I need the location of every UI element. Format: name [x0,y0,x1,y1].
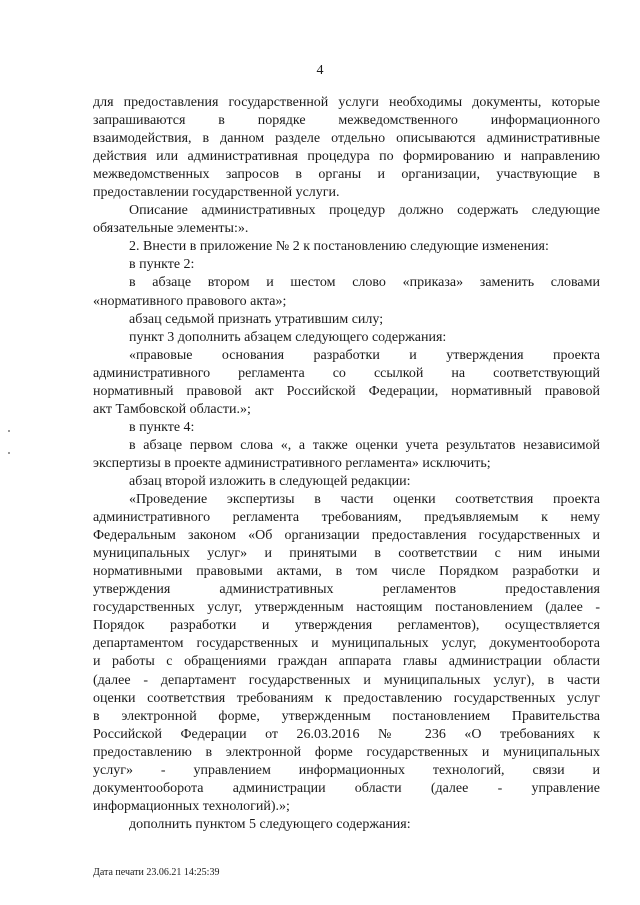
text-line: документооборота администрации области (далее - управление [93,780,600,796]
text-line: предоставлении государственной услуги. [93,185,340,201]
text-line: Российской Федерации от 26.03.2016 № 236 «О требованиях к [93,726,600,742]
page-number: 4 [316,63,324,78]
text-line: «нормативного правового акта»; [93,293,287,309]
text-line: 2. Внести в приложение № 2 к постановлению следующие изменения: [129,239,549,255]
text-line: государственных услуг, утвержденным настоящим постановлением (далее - [93,600,600,616]
text-line: межведомственных запросов в органы и организации, участвующие в [93,167,600,183]
text-line: административного регламента требованиям, предъявляемым к нему [93,510,600,526]
text-line: Порядок разработки и утверждения регламентов), осуществляется [93,618,600,634]
text-line: Описание административных процедур должно содержать следующие [129,203,600,219]
text-line: взаимодействия, в данном разделе отдельно описываются административные [93,131,600,147]
document-body [93,94,600,834]
text-line: в абзаце первом слова «, а также оценки учета результатов независимой [129,437,600,453]
text-line: административного регламента со ссылкой на соответствующий [93,365,600,381]
text-line: и работы с обращениями граждан аппарата главы администрации области [93,654,600,670]
text-line: дополнить пунктом 5 следующего содержания: [129,816,411,832]
text-line: абзац седьмой признать утратившим силу; [129,311,384,327]
text-line: (далее - департамент государственных и муниципальных услуг), в части [93,672,600,688]
text-line: нормативный правовой акт Российской Федерации, нормативный правовой [93,383,600,399]
text-line: предоставлению в электронной форме государственных и муниципальных [93,744,600,760]
text-line: утверждения административных регламентов предоставления [93,582,600,598]
text-line: в электронной форме, утвержденным постановлением Правительства [93,708,600,724]
text-line: муниципальных услуг» и принятыми в соответствии с ним иными [93,546,600,562]
text-line: в абзаце втором и шестом слово «приказа» заменить словами [129,275,600,291]
text-line: пункт 3 дополнить абзацем следующего содержания: [129,329,447,345]
text-line: запрашиваются в порядке межведомственного информационного [93,113,600,129]
text-line: действия или административная процедура по формированию и направлению [93,149,600,165]
print-date-footer: Дата печати 23.06.21 14:25:39 [93,867,220,878]
text-line: оценки соответствия требованиям к предоставлению государственных услуг [93,690,600,706]
text-line: акт Тамбовской области.»; [93,401,251,417]
text-line: нормативными правовыми актами, в том числе Порядком разработки и [93,564,600,580]
text-line: экспертизы в проекте административного регламента» исключить; [93,455,491,471]
scan-mark [8,452,10,454]
text-line: услуг» - управлением информационных технологий, связи и [93,762,600,778]
scan-mark [8,430,10,432]
text-line: обязательные элементы:». [93,221,249,237]
text-line: «правовые основания разработки и утверждения проекта [129,347,600,363]
text-line: информационных технологий).»; [93,798,290,814]
text-line: «Проведение экспертизы в части оценки соответствия проекта [129,492,600,508]
text-line: абзац второй изложить в следующей редакции: [129,473,411,489]
text-line: для предоставления государственной услуги необходимы документы, которые [93,95,600,110]
text-line: в пункте 4: [129,419,195,435]
text-line: департаментом государственных и муниципальных услуг, документооборота [93,636,600,652]
text-line: Федеральным законом «Об организации предоставления государственных и [93,528,600,544]
text-line: в пункте 2: [129,257,195,273]
